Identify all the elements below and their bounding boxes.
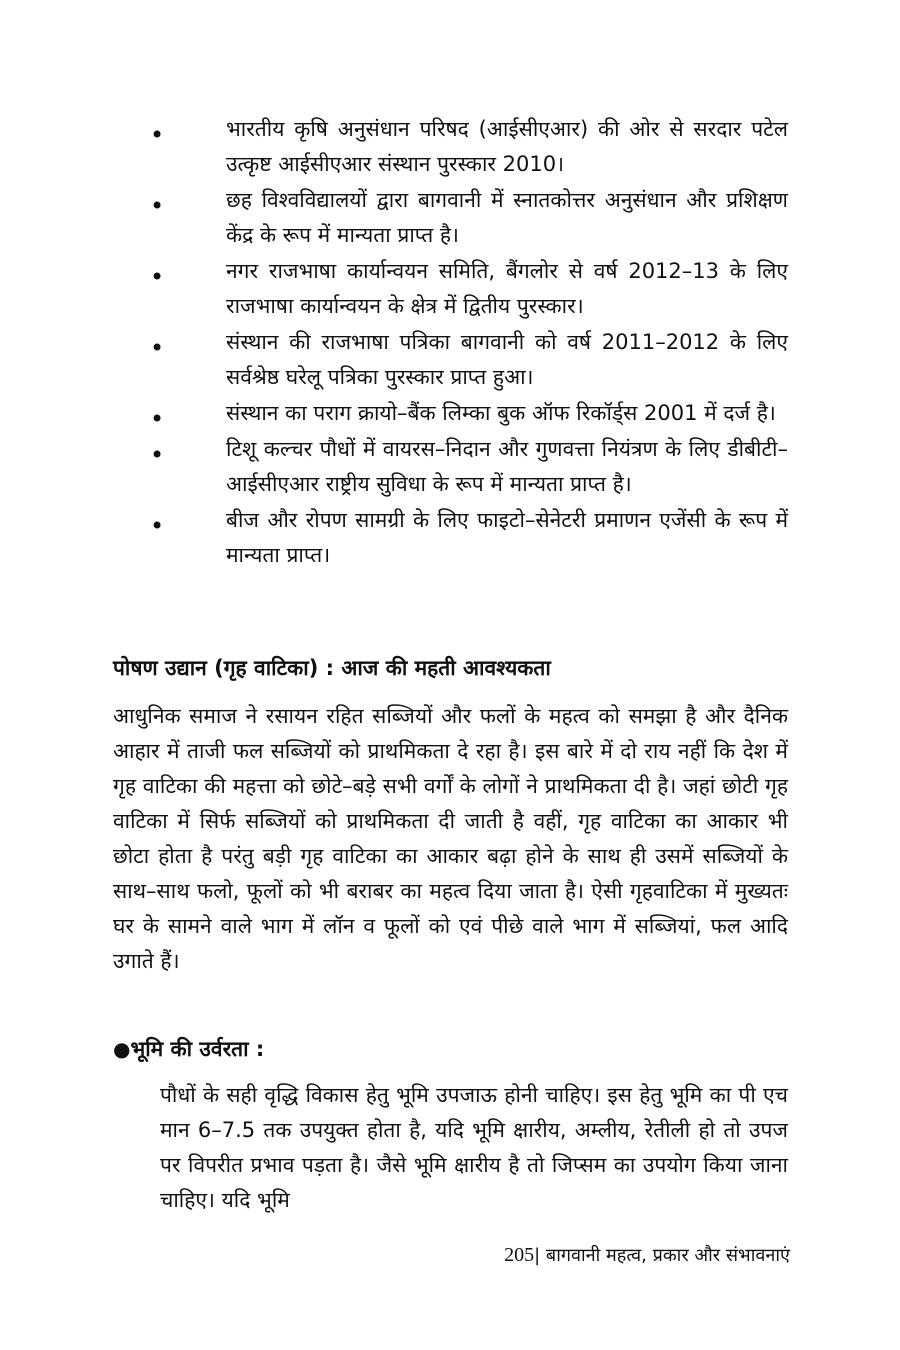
achievement-list (0, 112, 900, 574)
subsection-heading-text: भूमि की उर्वरता : (130, 1037, 265, 1061)
list-item-text: संस्थान का पराग क्रायो–बैंक लिम्का बुक ऑफ रिकॉर्ड्स 2001 में दर्ज है। (226, 401, 776, 425)
list-item (0, 183, 900, 253)
bullet-icon: • (150, 192, 165, 220)
bullet-icon: • (150, 121, 165, 149)
section-heading: पोषण उद्यान (गृह वाटिका) : आज की महती आवश्यकता (113, 656, 551, 680)
list-item (0, 503, 900, 573)
list-item-text: भारतीय कृषि अनुसंधान परिषद (आईसीएआर) की ओर से सरदार पटेल उत्कृष्ट आईसीएआर संस्थान पुरस्कार 2010। (226, 117, 788, 176)
section-paragraph: आधुनिक समाज ने रसायन रहित सब्जियों और फलों के महत्व को समझा है और दैनिक आहार में ताजी फल सब्जियों को प्राथमिकता दे रहा है। इस बारे में दो राय नहीं कि देश में गृह वाटिका की महत्ता को छोटे–बड़े सभी वर्गों के लोगों ने प्राथमिकता दी है। जहां छोटी गृह वाटिका में सिर्फ सब्जियों को प्राथमिकता दी जाती है वहीं, गृह वाटिका का आकार भी छोटा होता है परंतु बड़ी गृह वाटिका का आकार बढ़ा होने के साथ ही उसमें सब्जियों के साथ–साथ फलो, फूलों को भी बराबर का महत्व दिया जाता है। ऐसी गृहवाटिका में मुख्यतः घर के सामने वाले भाग में लॉन व फूलों को एवं पीछे वाले भाग में सब्जियां, फल आदि उगाते हैं। (113, 704, 788, 973)
bullet-icon: • (150, 512, 165, 540)
subsection-paragraph: पौधों के सही वृद्धि विकास हेतु भूमि उपजाऊ होनी चाहिए। इस हेतु भूमि का पी एच मान 6–7.5 तक उपयुक्त होता है, यदि भूमि क्षारीय, अम्लीय, रेतीली हो तो उपज पर विपरीत प्रभाव पड़ता है। जैसे भूमि क्षारीय है तो जिप्सम का उपयोग किया जाना चाहिए। यदि भूमि (160, 1083, 788, 1212)
list-item (0, 254, 900, 324)
list-item (0, 325, 900, 395)
page-number: 205 (504, 1244, 535, 1266)
list-item (0, 112, 900, 182)
footer-separator: | (534, 1245, 541, 1266)
list-item-text: बीज और रोपण सामग्री के लिए फाइटो–सेनेटरी प्रमाणन एजेंसी के रूप में मान्यता प्राप्त। (226, 508, 788, 567)
list-item-text: टिशू कल्चर पौधों में वायरस–निदान और गुणवत्ता नियंत्रण के लिए डीबीटी–आईसीएआर राष्ट्रीय सुविधा के रूप में मान्यता प्राप्त है। (226, 437, 788, 496)
bullet-icon: • (150, 441, 165, 469)
list-item (0, 396, 900, 431)
page-footer (440, 1240, 790, 1271)
bullet-icon: ● (113, 1037, 131, 1061)
book-title: बागवानी महत्व, प्रकार और संभावनाएं (540, 1245, 790, 1266)
bullet-icon: • (150, 334, 165, 362)
subsection-heading (113, 1031, 264, 1067)
list-item-text: संस्थान की राजभाषा पत्रिका बागवानी को वर्ष 2011–2012 के लिए सर्वश्रेष्ठ घरेलू पत्रिका पुरस्कार प्राप्त हुआ। (226, 330, 788, 389)
list-item-text: नगर राजभाषा कार्यान्वयन समिति, बैंगलोर से वर्ष 2012–13 के लिए राजभाषा कार्यान्वयन के क्षेत्र में द्वितीय पुरस्कार। (226, 259, 788, 318)
list-item-text: छह विश्वविद्यालयों द्वारा बागवानी में स्नातकोत्तर अनुसंधान और प्रशिक्षण केंद्र के रूप में मान्यता प्राप्त है। (226, 188, 788, 247)
bullet-icon: • (150, 263, 165, 291)
bullet-icon: • (150, 405, 165, 433)
list-item (0, 432, 900, 502)
